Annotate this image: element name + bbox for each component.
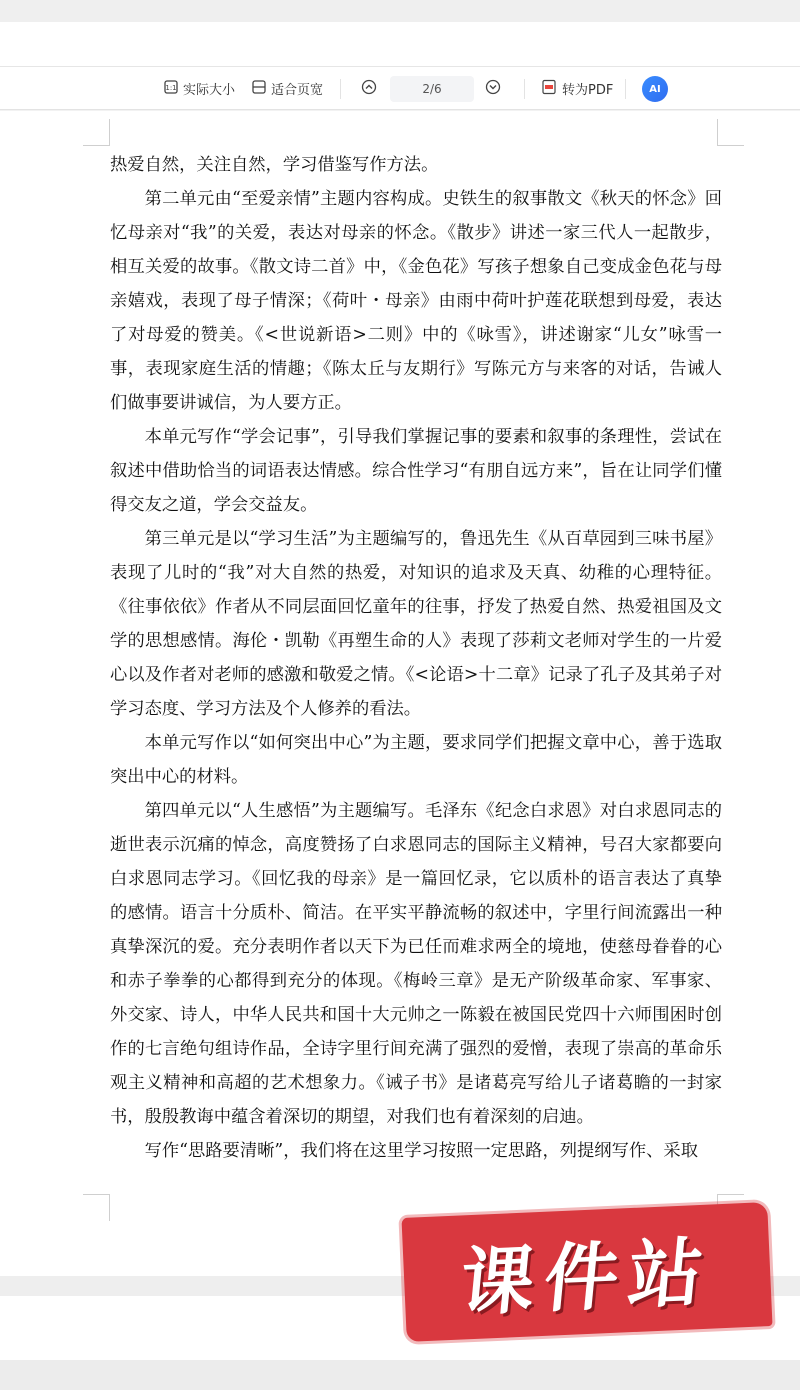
prev-page-button[interactable]: [361, 67, 377, 110]
convert-pdf-button[interactable]: [541, 67, 613, 110]
toolbar-divider: [524, 79, 525, 99]
page-indicator: 2/6: [422, 82, 442, 96]
actual-size-button[interactable]: [164, 67, 235, 110]
fit-width-label: 适合页宽: [271, 83, 324, 98]
watermark-text: 课件站: [456, 1229, 717, 1327]
page-corner-mark: [717, 119, 744, 146]
convert-pdf-label: 转为PDF: [562, 83, 614, 98]
next-page-button[interactable]: [485, 67, 501, 110]
actual-size-icon: [164, 80, 178, 98]
paragraph: 写作“思路要清晰”，我们将在这里学习按照一定思路，列提纲写作、采取: [144, 1141, 698, 1161]
paragraph: 第四单元以“人生感悟”为主题编写。毛泽东《纪念白求恩》对白求恩同志的逝世表示沉痛的悼念，高度赞扬了白求恩同志的国际主义精神，号召大家都要向白求恩同志学习。《回忆我的母亲》是一篇回忆录，它以质朴的语言表达了真挚的感情。语言十分质朴、简洁。在平实平静流畅的叙述中，字里行间流露出一种真挚深沉的爱。充分表明作者以天下为已任而难求两全的境地，使慈母眷眷的心和赤子拳拳的心都得到充分的体现。《梅岭三章》是无产阶级革命家、军事家、外交家、诗人，中华人民共和国十大元帅之一陈毅在被国民党四十六师围困时创作的七言绝句组诗作品，全诗字里行间充满了强烈的爱憎，表现了崇高的革命乐观主义精神和高超的艺术想象力。《诫子书》是诸葛亮写给儿子诸葛瞻的一封家书，殷殷教诲中蕴含着深切的期望，对我们也有着深刻的启迪。: [110, 801, 722, 1127]
pdf-icon: [541, 79, 557, 99]
paragraph: 热爱自然，关注自然，学习借鉴写作方法。: [110, 155, 439, 175]
fit-width-button[interactable]: [252, 67, 323, 110]
header-bar: [0, 22, 800, 66]
actual-size-label: 实际大小: [183, 83, 236, 98]
document-body: [110, 148, 722, 1168]
toolbar-divider: [340, 79, 341, 99]
window-top-strip: [0, 0, 800, 22]
toolbar-divider: [625, 79, 626, 99]
paragraph: 本单元写作以“如何突出中心”为主题，要求同学们把握文章中心，善于选取突出中心的材料。: [110, 733, 722, 787]
paragraph: 第三单元是以“学习生活”为主题编写的，鲁迅先生《从百草园到三味书屋》表现了儿时的“我”对大自然的热爱，对知识的追求及天真、幼稚的心理特征。《往事依依》作者从不同层面回忆童年的往事，抒发了热爱自然、热爱祖国及文学的思想感情。海伦・凯勒《再塑生命的人》表现了莎莉文老师对学生的一片爱心以及作者对老师的感激和敬爱之情。《<论语>十二章》记录了孔子及其弟子对学习态度、学习方法及个人修养的看法。: [110, 529, 722, 719]
page-corner-mark: [83, 119, 110, 146]
paragraph: 第二单元由“至爱亲情”主题内容构成。史铁生的叙事散文《秋天的怀念》回忆母亲对“我”的关爱，表达对母亲的怀念。《散步》讲述一家三代人一起散步，相互关爱的故事。《散文诗二首》中，《金色花》写孩子想象自己变成金色花与母亲嬉戏，表现了母子情深；《荷叶・母亲》由雨中荷叶护莲花联想到母爱，表达了对母爱的赞美。《<世说新语>二则》中的《咏雪》，讲述谢家“儿女”咏雪一事，表现家庭生活的情趣；《陈太丘与友期行》写陈元方与来客的对话，告诫人们做事要讲诚信，为人要方正。: [110, 189, 722, 413]
window-bottom-strip: [0, 1360, 800, 1390]
page-corner-mark: [83, 1194, 110, 1221]
chevron-up-icon: [361, 79, 377, 99]
fit-width-icon: [252, 80, 266, 98]
ai-assistant-button[interactable]: [642, 76, 668, 102]
page-number-input[interactable]: [390, 76, 474, 102]
viewer-toolbar: [0, 66, 800, 110]
ai-icon: AI: [649, 83, 661, 95]
watermark-stamp: [401, 1202, 772, 1342]
paragraph: 本单元写作“学会记事”，引导我们掌握记事的要素和叙事的条理性，尝试在叙述中借助恰当的词语表达情感。综合性学习“有朋自远方来”，旨在让同学们懂得交友之道，学会交益友。: [110, 427, 722, 515]
chevron-down-icon: [485, 79, 501, 99]
svg-text:1:1: 1:1: [165, 83, 177, 92]
document-page: [0, 111, 800, 1276]
